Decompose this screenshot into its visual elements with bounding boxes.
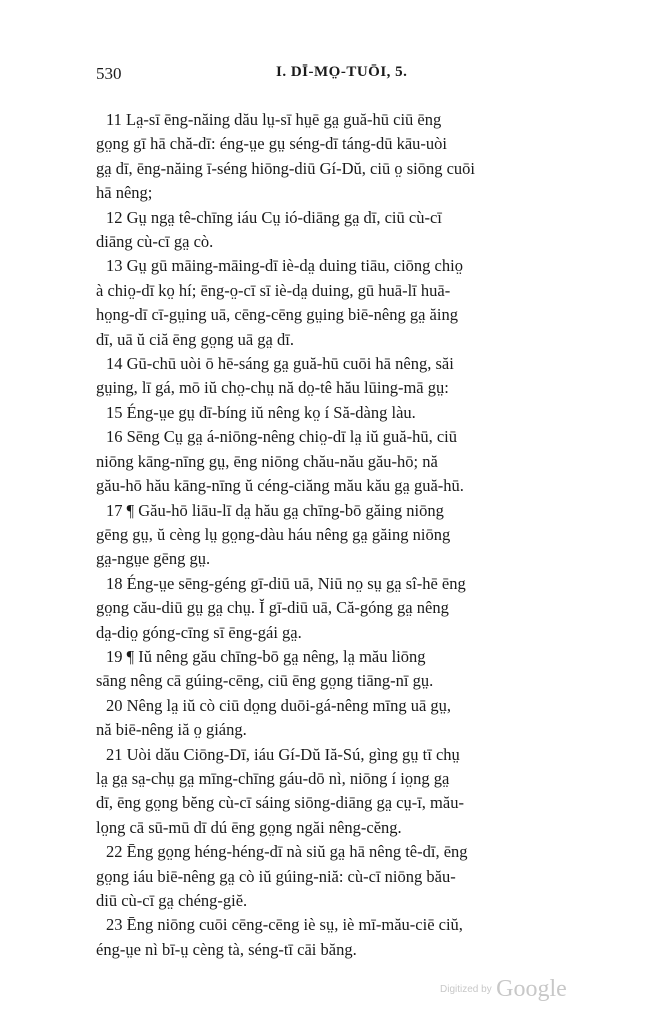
verse-11: 11 La̤-sī ēng-năing dău lṳ-sī hṳē ga̤ guă-hū ciū ēng go̤ng gī hā chă-dī: éng-ṳe gṳ séng-dī táng-dū kāu-uòi ga̤ dī, ēng-năing ī-séng hiōng-diū Gí-Dŭ, ciū o̤ siōng cuōi hā nêng; [96, 110, 475, 203]
verse-18: 18 Éng-ṳe sēng-géng gī-diū uā, Niū no̤ sṳ ga̤ sî-hē ēng go̤ng cău-diū gṳ ga̤ chṳ. Ĭ gī-diū uā, Că-góng ga̤ nêng da̤-dio̤ góng-cīng sī ēng-gái ga̤. [96, 573, 466, 642]
verse-17: 17 ¶ Gău-hō liāu-lī da̤ hău ga̤ chīng-bō găing niōng gēng gṳ, ŭ cèng lṳ go̤ng-dàu háu nêng ga̤ găing niōng ga̤-ngṳe gēng gṳ. [96, 500, 451, 569]
book-page [96, 64, 582, 962]
verse-20: 20 Nêng la̤ iŭ cò ciū do̤ng duōi-gá-nêng mīng uā gṳ, nă biē-nêng iă o̤ giáng. [96, 695, 452, 740]
verse-15: 15 Éng-ṳe gṳ dī-bíng iŭ nêng ko̤ í Să-dàng làu. [106, 402, 416, 422]
google-logo-text: Google [496, 976, 567, 1002]
verse-list [96, 108, 582, 962]
verse-23: 23 Ēng niōng cuōi cēng-cēng iè sṳ, iè mī-mău-ciē ciŭ, éng-ṳe nì bī-ṳ cèng tà, séng-tī cāi băng. [96, 915, 463, 959]
running-head [96, 64, 582, 98]
verse-13: 13 Gṳ gū māing-māing-dī iè-da̤ duing tiāu, ciōng chio̤ à chio̤-dī ko̤ hí; ēng-o̤-cī sī iè-da̤ duing, gū huā-lī huā- ho̤ng-dī cī-gṳing uā, cēng-cēng gṳing biē-nêng ga̤ ăing dī, uā ŭ ciă ēng go̤ng uā ga̤ dī. [96, 256, 463, 349]
page-number: 530 [96, 64, 122, 83]
verse-14: 14 Gū-chū uòi ō hē-sáng ga̤ guă-hū cuōi hā nêng, săi gṳing, lī gá, mō iŭ cho̤-chṳ nă do̤-tê hău lūing-mā gṳ: [96, 354, 454, 398]
digitized-label: Digitized by [440, 984, 492, 995]
digitization-watermark [440, 976, 567, 1003]
running-title: I. DĪ-MO̤-TUŌI, 5. [276, 64, 408, 80]
verse-19: 19 ¶ Iŭ nêng gău chīng-bō ga̤ nêng, la̤ mău liōng sāng nêng cā gúing-cēng, ciū ēng go̤ng tiāng-nī gṳ. [96, 646, 434, 691]
verse-21: 21 Uòi dău Ciōng-Dī, iáu Gí-Dŭ Iă-Sú, gìng gṳ tī chṳ la̤ ga̤ sa̤-chṳ ga̤ mīng-chīng gáu-dō nì, niōng í io̤ng ga̤ dī, ēng go̤ng bĕng cù-cī sáing siōng-diāng ga̤ cṳ-ī, mău- lo̤ng cā sū-mū dī dú ēng go̤ng ngăi nêng-cĕng. [96, 744, 464, 837]
verse-22: 22 Ēng go̤ng héng-héng-dī nà siŭ ga̤ hā nêng tê-dī, ēng go̤ng iáu biē-nêng ga̤ cò iŭ gúing-niă: cù-cī niōng bău- diū cù-cī ga̤ chéng-giĕ. [96, 842, 468, 910]
verse-12: 12 Gṳ nga̤ tê-chīng iáu Cṳ ió-diāng ga̤ dī, ciū cù-cī diāng cù-cī ga̤ cò. [96, 207, 442, 252]
verse-16: 16 Sēng Cṳ ga̤ á-niōng-nêng chio̤-dī la̤ iŭ guă-hū, ciū niōng kāng-nīng gṳ, ēng niōng chău-nău gău-hō; nă gău-hō hău kāng-nīng ŭ céng-ciăng mău kău ga̤ guă-hū. [96, 427, 464, 496]
